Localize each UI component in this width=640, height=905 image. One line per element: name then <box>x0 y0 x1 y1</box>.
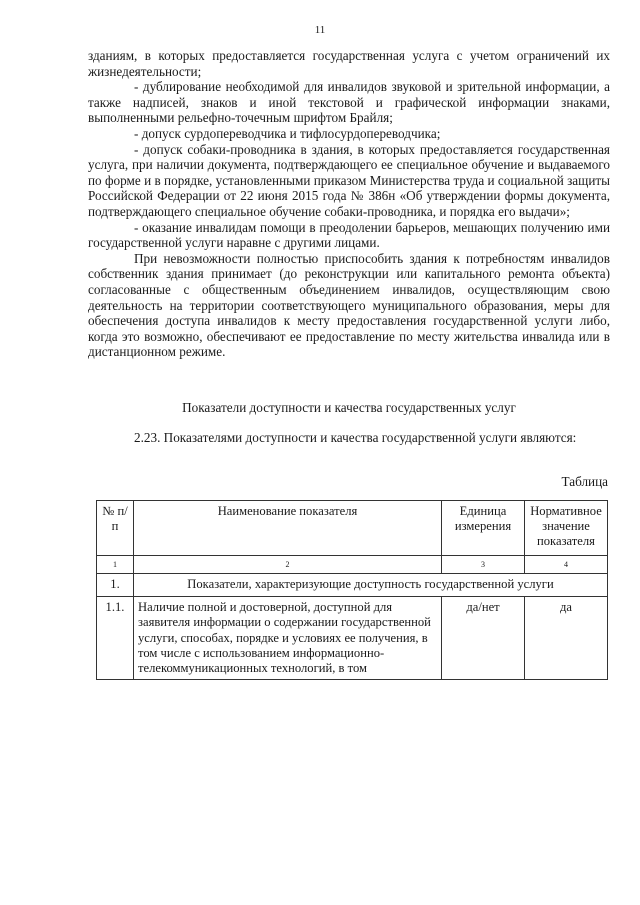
column-number-row <box>97 556 608 574</box>
row-name: Наличие полной и достоверной, доступной для заявителя информации о содержании государственной услуги, способах, порядке и условиях ее получения, в том числе с использованием информационно-телекоммуникационных технологий, в том <box>134 597 442 680</box>
paragraph: зданиям, в которых предоставляется государственная услуга с учетом ограничений их жизнедеятельности; <box>88 48 610 79</box>
column-number: 3 <box>442 556 525 574</box>
section-heading: Показатели доступности и качества государственных услуг <box>182 400 516 415</box>
row-unit: да/нет <box>442 597 525 680</box>
section-num: 1. <box>97 574 134 597</box>
indicators-table <box>96 500 608 680</box>
header-value: Нормативное значение показателя <box>525 501 608 556</box>
page-number: 11 <box>314 24 326 36</box>
table-section-row <box>97 574 608 597</box>
row-num: 1.1. <box>97 597 134 680</box>
header-unit: Единица измерения <box>442 501 525 556</box>
row-value: да <box>525 597 608 680</box>
paragraph: - дублирование необходимой для инвалидов звуковой и зрительной информации, а также надписей, знаков и иной текстовой и графической информации знаками, выполненными рельефно-точечным шрифтом Брайля; <box>88 79 610 126</box>
paragraph-2-23: 2.23. Показателями доступности и качества государственной услуги являются: <box>134 430 577 445</box>
table-row <box>97 597 608 680</box>
header-name: Наименование показателя <box>134 501 442 556</box>
column-number: 1 <box>97 556 134 574</box>
paragraph: - допуск сурдопереводчика и тифлосурдопереводчика; <box>134 125 441 141</box>
body-text <box>88 48 610 360</box>
section-title: Показатели, характеризующие доступность государственной услуги <box>134 574 608 597</box>
header-num: № п/п <box>97 501 134 556</box>
paragraph: При невозможности полностью приспособить здания к потребностям инвалидов собственник здания принимает (до реконструкции или капитального ремонта объекта) согласованные с общественным объединением инвалидов, осуществляющим свою деятельность на территории соответствующего муниципального образования, меры для обеспечения доступа инвалидов к месту предоставления государственной услуги либо, когда это возможно, обеспечивают ее предоставление по месту жительства инвалида или в дистанционном режиме. <box>88 250 610 360</box>
column-number: 2 <box>134 556 442 574</box>
paragraph: - оказание инвалидам помощи в преодолении барьеров, мешающих получению ими государственной услуги наравне с другими лицами. <box>88 219 610 251</box>
table-header-row <box>97 501 608 556</box>
table-caption: Таблица <box>561 474 608 489</box>
paragraph: - допуск собаки-проводника в здания, в которых предоставляется государственная услуга, при наличии документа, подтверждающего ее специальное обучение и выдаваемого по форме и в порядке, установленными приказом Министерства труда и социальной защиты Российской Федерации от 22 июня 2015 года № 386н «Об утверждении формы документа, подтверждающего специальное обучение собаки-проводника, и порядка его выдачи»; <box>88 141 610 219</box>
column-number: 4 <box>525 556 608 574</box>
